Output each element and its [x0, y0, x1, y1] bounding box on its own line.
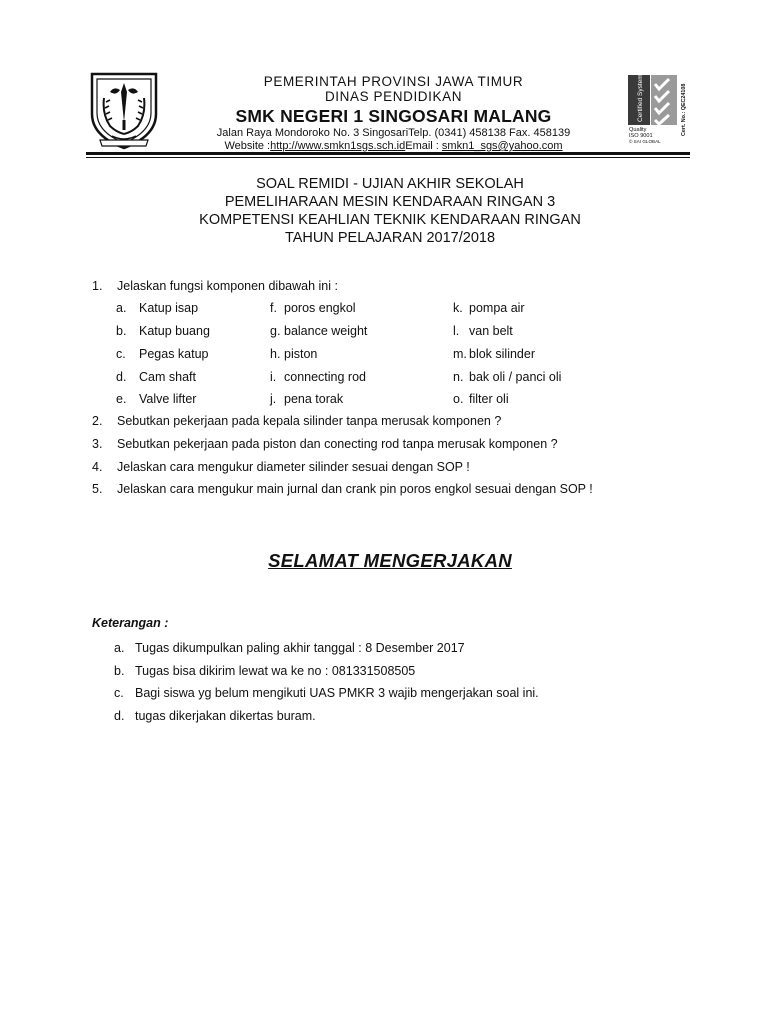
website-link[interactable]: http://www.smkn1sgs.sch.id: [270, 140, 406, 152]
letterhead: [170, 74, 617, 153]
component-name: Katup isap: [139, 301, 199, 315]
note-letter: a.: [114, 641, 125, 655]
component-name: Pegas katup: [139, 347, 209, 361]
cert-org-text: © SAI GLOBAL: [629, 139, 661, 144]
component-name: poros engkol: [284, 301, 356, 315]
question-text: Jelaskan fungsi komponen dibawah ini :: [117, 279, 338, 293]
website-label: Website :: [224, 140, 271, 152]
note-letter: c.: [114, 686, 124, 700]
component-name: connecting rod: [284, 370, 367, 384]
iso-certification-badge: [627, 74, 689, 144]
component-name: bak oli / panci oli: [469, 370, 562, 384]
component-letter: j.: [270, 392, 277, 406]
letterhead-rule-thin: [86, 157, 690, 158]
school-name: SMK NEGERI 1 SINGOSARI MALANG: [235, 106, 552, 126]
component-letter: d.: [116, 370, 127, 384]
note-letter: d.: [114, 709, 125, 723]
exam-title: [90, 175, 690, 247]
component-name: pompa air: [469, 301, 525, 315]
question-number: 5.: [92, 482, 103, 496]
closing-message: SELAMAT MENGERJAKAN: [268, 550, 512, 571]
component-name: pena torak: [284, 392, 344, 406]
cert-quality-text: Quality: [629, 127, 647, 133]
government-line: PEMERINTAH PROVINSI JAWA TIMUR: [263, 74, 524, 89]
question-text: Sebutkan pekerjaan pada kepala silinder tanpa merusak komponen ?: [117, 414, 502, 428]
exam-title-line-1: SOAL REMIDI - UJIAN AKHIR SEKOLAH: [256, 176, 524, 192]
exam-title-line-4: TAHUN PELAJARAN 2017/2018: [284, 230, 496, 246]
component-letter: f.: [270, 301, 277, 315]
component-letter: o.: [453, 392, 464, 406]
email-label: Email :: [405, 140, 442, 152]
component-name: Valve lifter: [139, 392, 197, 406]
component-letter: c.: [116, 347, 126, 361]
component-name: piston: [284, 347, 318, 361]
cert-iso-text: ISO 9001: [629, 133, 653, 139]
question-text: Sebutkan pekerjaan pada piston dan conecting rod tanpa merusak komponen ?: [117, 437, 558, 451]
note-letter: b.: [114, 664, 125, 678]
question-text: Jelaskan cara mengukur main jurnal dan crank pin poros engkol sesuai dengan SOP !: [117, 482, 593, 496]
note-text: Bagi siswa yg belum mengikuti UAS PMKR 3 wajib mengerjakan soal ini.: [135, 686, 539, 700]
component-letter: b.: [116, 324, 127, 338]
east-java-emblem-logo: [86, 70, 162, 150]
notes-heading: Keterangan :: [92, 616, 169, 630]
cert-system-text: Certified System: [637, 74, 644, 122]
question-number: 1.: [92, 279, 103, 293]
note-text: Tugas dikumpulkan paling akhir tanggal : 8 Desember 2017: [135, 641, 465, 655]
component-name: Cam shaft: [139, 370, 196, 384]
component-name: balance weight: [284, 324, 368, 338]
component-letter: i.: [270, 370, 277, 384]
component-name: blok silinder: [469, 347, 536, 361]
exam-title-line-3: KOMPETENSI KEAHLIAN TEKNIK KENDARAAN RINGAN: [199, 212, 581, 228]
component-name: Katup buang: [139, 324, 210, 338]
note-text: tugas dikerjakan dikertas buram.: [135, 709, 316, 723]
cert-number-text: Cert. No.: QEC24108: [681, 83, 687, 136]
letterhead-rule-thick: [86, 152, 690, 155]
school-address: Jalan Raya Mondoroko No. 3 SingosariTelp. (0341) 458138 Fax. 458139: [216, 127, 571, 139]
question-text: Jelaskan cara mengukur diameter silinder sesuai dengan SOP !: [117, 460, 470, 474]
component-name: van belt: [469, 324, 513, 338]
question-number: 3.: [92, 437, 103, 451]
component-letter: e.: [116, 392, 127, 406]
component-letter: n.: [453, 370, 464, 384]
department-line: DINAS PENDIDIKAN: [324, 89, 463, 104]
component-letter: l.: [453, 324, 460, 338]
component-letter: k.: [453, 301, 463, 315]
component-name: filter oli: [469, 392, 509, 406]
component-letter: a.: [116, 301, 127, 315]
question-number: 4.: [92, 460, 103, 474]
component-letter: m.: [453, 347, 467, 361]
email-link[interactable]: smkn1_sgs@yahoo.com: [441, 140, 563, 152]
note-text: Tugas bisa dikirim lewat wa ke no : 081331508505: [135, 664, 416, 678]
component-letter: g.: [270, 324, 281, 338]
question-number: 2.: [92, 414, 103, 428]
component-letter: h.: [270, 347, 281, 361]
exam-title-line-2: PEMELIHARAAN MESIN KENDARAAN RINGAN 3: [224, 194, 556, 210]
